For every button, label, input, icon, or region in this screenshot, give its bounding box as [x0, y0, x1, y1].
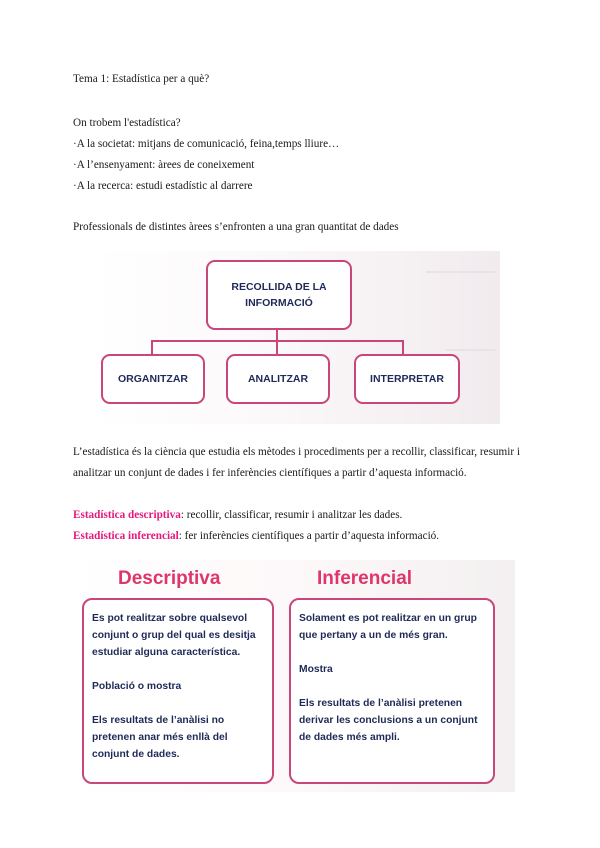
- box-analitzar: ANALITZAR: [226, 354, 330, 404]
- connector-right: [402, 340, 404, 354]
- descriptive-line: [73, 508, 402, 522]
- card-descriptiva: [82, 598, 274, 784]
- question-line: On trobem l'estadística?: [73, 117, 181, 129]
- descriptiva-population: Població o mostra: [92, 681, 182, 692]
- descriptiva-results: Els resultats de l’anàlisi no pretenen anar més enllà del conjunt de dades.: [92, 715, 228, 760]
- comparison-panel: [73, 560, 515, 792]
- box-organitzar: ORGANITZAR: [101, 354, 205, 404]
- box-recollida: RECOLLIDA DE LA INFORMACIÓ: [206, 260, 352, 330]
- bullet-education: ·A l’ensenyament: àrees de coneixement: [73, 159, 255, 171]
- inferential-line: [73, 529, 439, 543]
- card-inferencial: [289, 598, 495, 784]
- definition-paragraph: L’estadística és la ciència que estudia els mètodes i procediments per a recollir, classificar, resumir i analitzar un conjunt de dades i fer inferències científiques a partir d’aquesta informació.: [73, 446, 520, 479]
- connector-middle: [276, 340, 278, 354]
- heading-inferencial: Inferencial: [317, 568, 413, 589]
- descriptive-label: Estadística descriptiva: [73, 509, 181, 521]
- heading-descriptiva: Descriptiva: [118, 568, 221, 589]
- process-diagram: [96, 251, 500, 424]
- bullet-society: ·A la societat: mitjans de comunicació, feina,temps lliure…: [73, 138, 340, 150]
- inferential-label: Estadística inferencial: [73, 530, 179, 542]
- box-interpretar: INTERPRETAR: [354, 354, 460, 404]
- descriptiva-scope: Es pot realitzar sobre qualsevol conjunt o grup del qual es desitja estudiar alguna característica.: [92, 613, 256, 658]
- inferencial-sample: Mostra: [299, 664, 333, 675]
- descriptive-text: : recollir, classificar, resumir i analitzar les dades.: [180, 509, 403, 521]
- background-decoration: [446, 349, 496, 351]
- page-title: Tema 1: Estadística per a què?: [73, 73, 210, 85]
- inferencial-scope: Solament es pot realitzar en un grup que pertany a un de més gran.: [299, 613, 477, 641]
- inferencial-results: Els resultats de l’anàlisi pretenen derivar les conclusions a un conjunt de dades més ampli.: [299, 698, 478, 743]
- connector-left: [151, 340, 153, 354]
- bullet-research: ·A la recerca: estudi estadístic al darrere: [73, 180, 253, 192]
- background-decoration: [426, 271, 496, 273]
- inferential-text: : fer inferències científiques a partir d’aquesta informació.: [178, 530, 440, 542]
- professionals-line: Professionals de distintes àrees s’enfronten a una gran quantitat de dades: [73, 221, 399, 233]
